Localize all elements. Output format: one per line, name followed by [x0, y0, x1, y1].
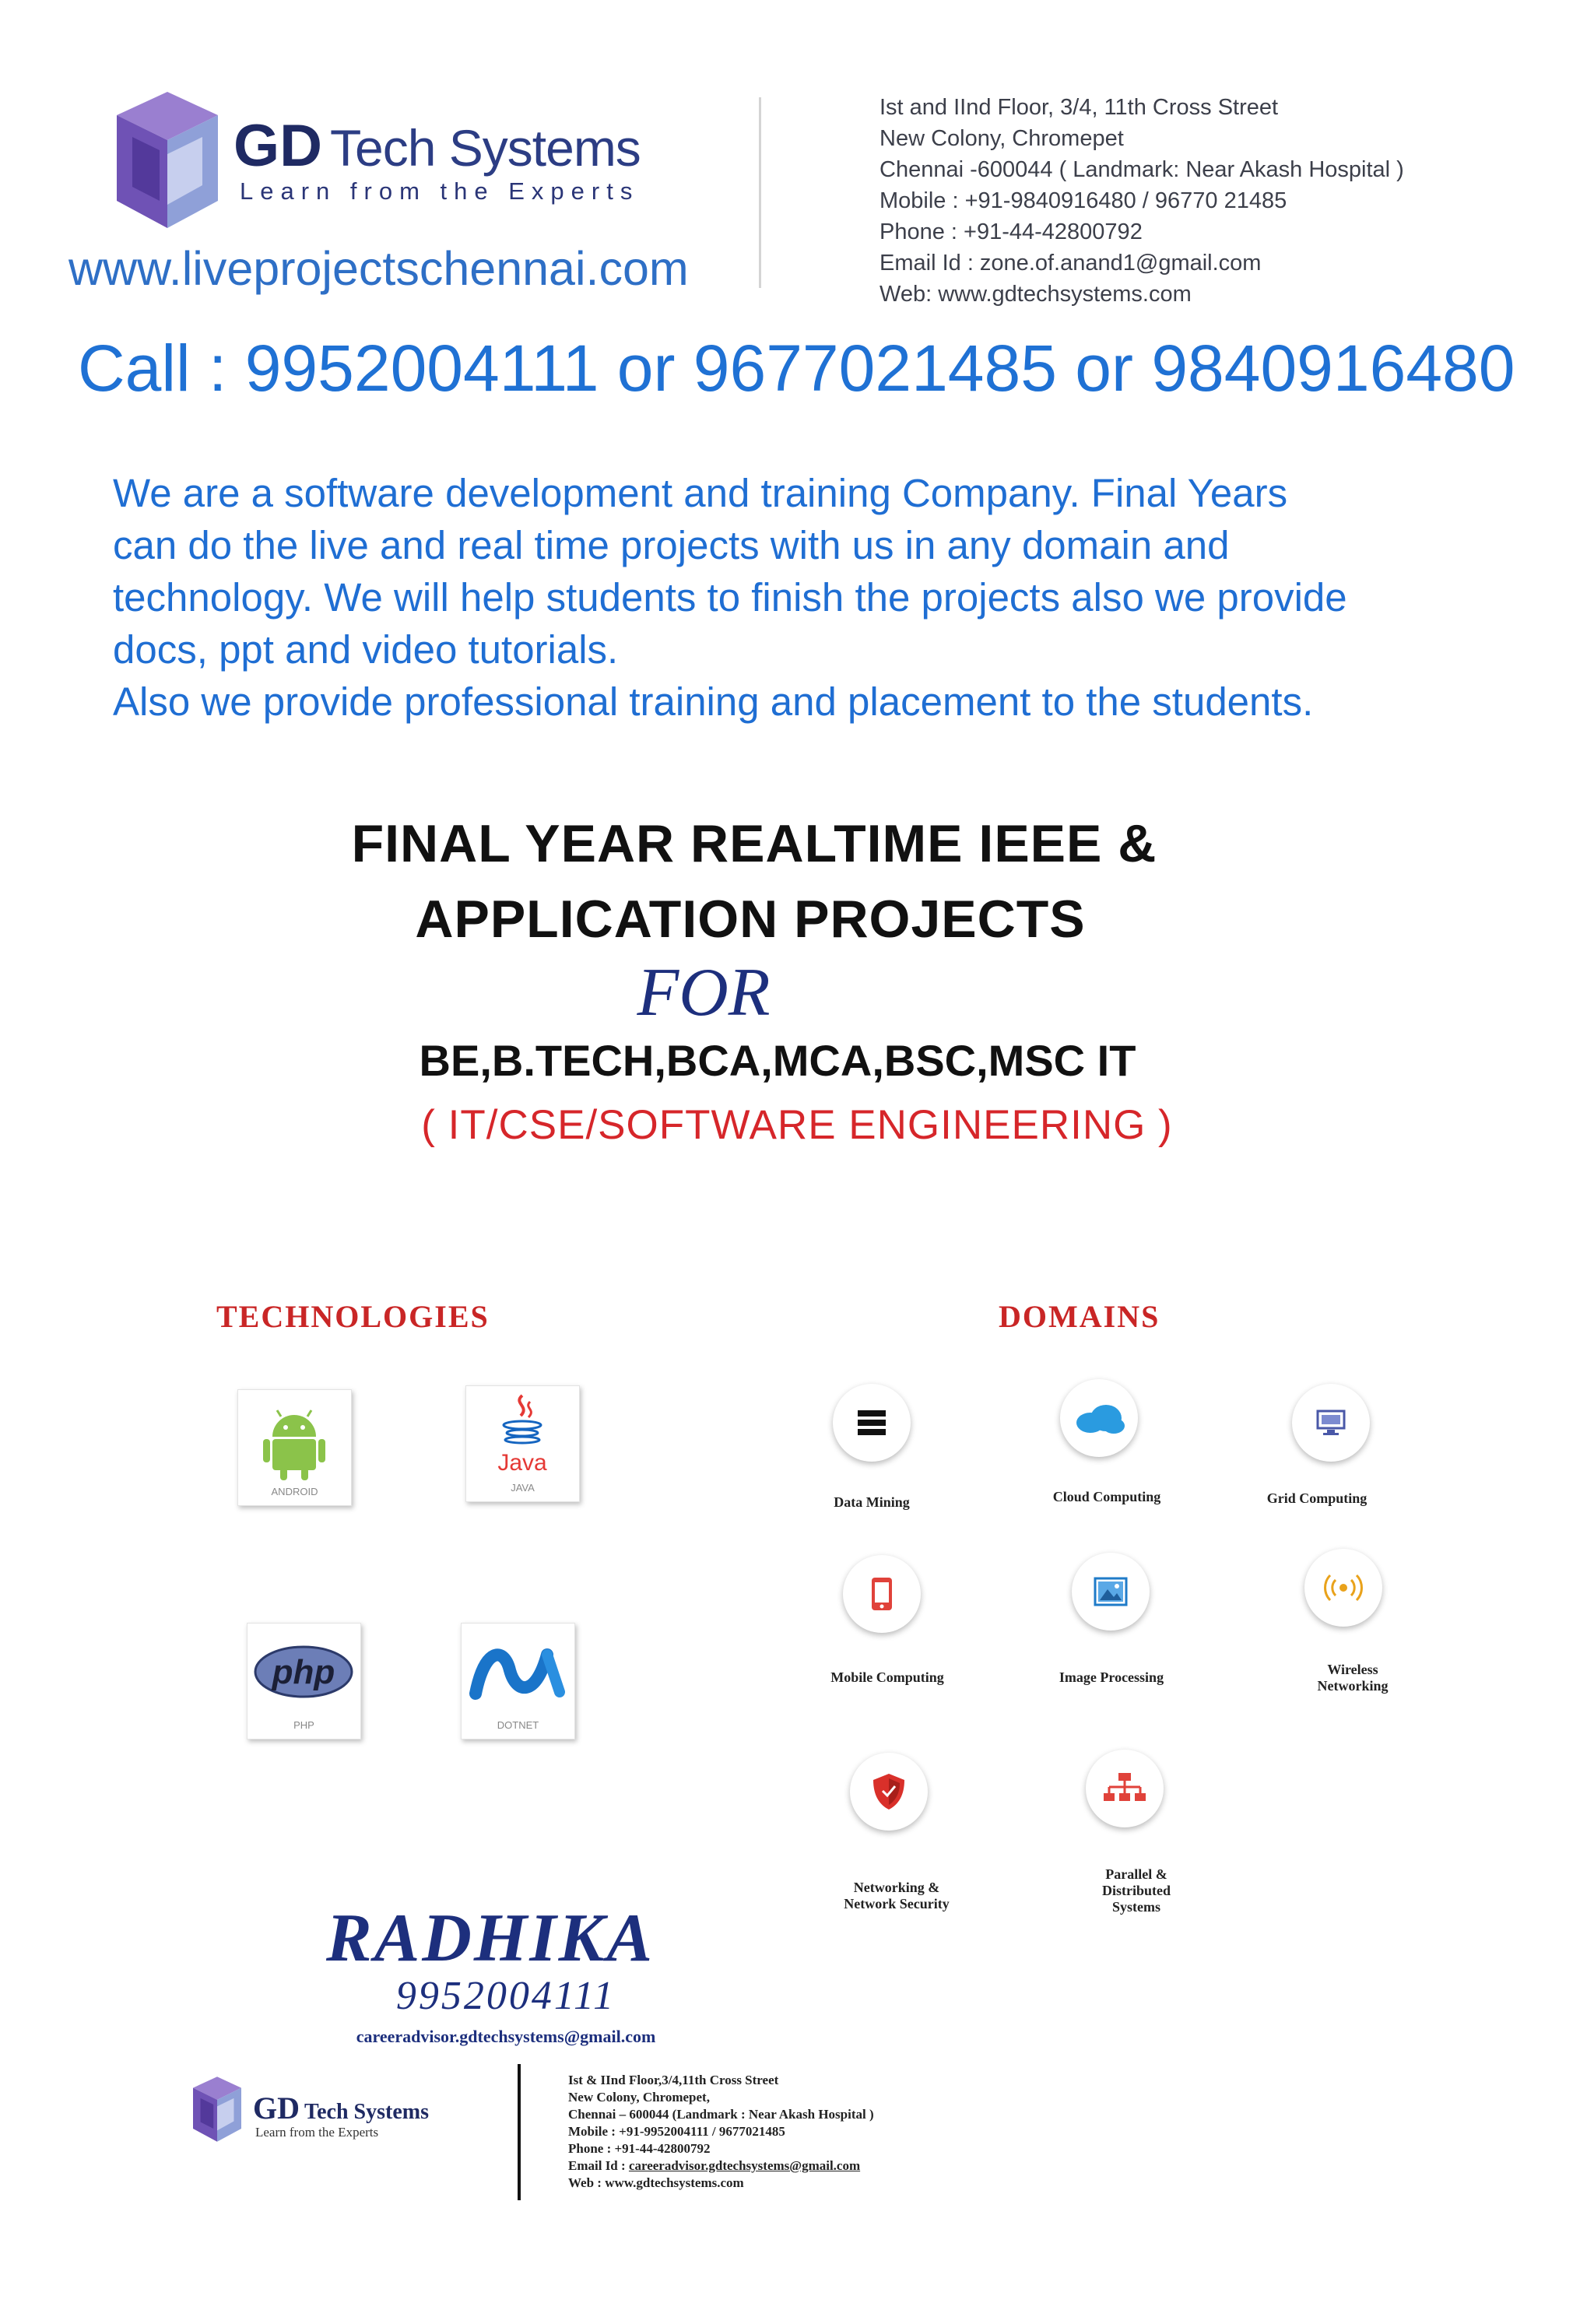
footer-divider	[518, 2064, 521, 2200]
domain-label-line: Parallel &	[1105, 1866, 1167, 1882]
title-line-2: APPLICATION PROJECTS	[415, 890, 1086, 949]
domain-label-line: Distributed	[1101, 1883, 1171, 1898]
footer-address	[568, 2072, 874, 2192]
php-icon	[248, 1624, 360, 1717]
mobile-icon	[870, 1576, 894, 1612]
footer-brand-gd: GD	[253, 2091, 300, 2126]
tech-card-android	[237, 1389, 352, 1506]
about-line: technology. We will help students to finish the projects also we provide	[113, 575, 1347, 620]
domain-mobile-computing	[843, 1555, 921, 1633]
address-line: New Colony, Chromepet	[880, 126, 1124, 151]
domain-label-line: Systems	[1112, 1899, 1160, 1915]
tech-caption: DOTNET	[497, 1719, 539, 1731]
domain-parallel-distributed	[1086, 1750, 1164, 1827]
domain-label-multiline	[1051, 1866, 1222, 1915]
header-address	[880, 92, 1404, 310]
domains-heading: DOMAINS	[999, 1299, 1160, 1334]
about-line: Also we provide professional training and placement to the students.	[113, 679, 1314, 724]
database-icon	[855, 1406, 889, 1440]
contact-email[interactable]: careeradvisor.gdtechsystems@gmail.com	[356, 2027, 656, 2046]
footer-tagline: Learn from the Experts	[255, 2125, 379, 2140]
footer-address-line: Phone : +91-44-42800792	[568, 2141, 711, 2156]
domain-label-line: Networking	[1317, 1678, 1389, 1694]
address-phone: Phone : +91-44-42800792	[880, 219, 1143, 244]
domain-grid-computing	[1292, 1384, 1370, 1462]
call-numbers: Call : 9952004111 or 9677021485 or 9840916480	[78, 332, 1515, 405]
about-paragraph	[113, 467, 1529, 728]
footer-address-line: Ist & IInd Floor,3/4,11th Cross Street	[568, 2073, 779, 2087]
technologies-heading: TECHNOLOGIES	[216, 1299, 490, 1334]
domain-label: Data Mining	[834, 1494, 910, 1510]
about-line: docs, ppt and video tutorials.	[113, 627, 619, 672]
cloud-icon	[1072, 1399, 1126, 1437]
java-logo-text: Java	[497, 1450, 547, 1476]
shield-icon	[872, 1772, 906, 1811]
domain-data-mining	[833, 1384, 911, 1462]
domain-network-security	[850, 1753, 928, 1831]
gd-logo-cube-icon	[117, 92, 218, 228]
address-email: Email Id : zone.of.anand1@gmail.com	[880, 251, 1262, 276]
brand-gd: GD	[233, 113, 322, 179]
title-for: FOR	[637, 955, 771, 1030]
domain-label-multiline	[1267, 1662, 1438, 1694]
domain-label: Cloud Computing	[1052, 1489, 1161, 1504]
domain-label-line: Networking &	[853, 1880, 940, 1895]
footer-brand-tech: Tech Systems	[304, 2100, 429, 2124]
footer-address-line: New Colony, Chromepet,	[568, 2090, 710, 2105]
tech-caption: ANDROID	[271, 1486, 318, 1497]
domain-label-line: Wireless	[1327, 1662, 1378, 1677]
footer-address-line: Chennai – 600044 (Landmark : Near Akash Hospital )	[568, 2107, 874, 2122]
domain-wireless-networking	[1304, 1549, 1382, 1627]
contact-name: RADHIKA	[325, 1901, 655, 1976]
footer-logo-cube-icon	[193, 2077, 241, 2142]
domain-cloud-computing	[1060, 1379, 1138, 1457]
footer-email[interactable]: careeradvisor.gdtechsystems@gmail.com	[628, 2158, 861, 2173]
java-icon	[466, 1386, 579, 1483]
tech-caption: PHP	[293, 1719, 314, 1731]
tech-card-php	[247, 1623, 361, 1739]
tech-card-java	[465, 1385, 580, 1502]
footer-email-label: Email Id :	[568, 2158, 629, 2173]
footer-email-line	[568, 2157, 874, 2175]
wifi-icon	[1322, 1571, 1365, 1605]
footer-address-line: Mobile : +91-9952004111 / 9677021485	[568, 2124, 785, 2139]
title-branches: ( IT/CSE/SOFTWARE ENGINEERING )	[421, 1102, 1173, 1148]
domain-label: Mobile Computing	[830, 1669, 944, 1685]
title-line-1: FINAL YEAR REALTIME IEEE &	[351, 814, 1157, 873]
network-tree-icon	[1103, 1771, 1146, 1806]
brand-tagline: Learn from the Experts	[240, 177, 640, 205]
website-link[interactable]: www.liveprojectschennai.com	[68, 242, 689, 295]
tech-caption: JAVA	[511, 1482, 535, 1494]
footer-web[interactable]: Web : www.gdtechsystems.com	[568, 2175, 744, 2190]
address-line: Chennai -600044 ( Landmark: Near Akash Hospital )	[880, 157, 1404, 182]
domain-label: Grid Computing	[1266, 1490, 1368, 1506]
php-logo-text: php	[272, 1653, 335, 1691]
address-web: Web: www.gdtechsystems.com	[880, 282, 1192, 307]
address-mobile: Mobile : +91-9840916480 / 96770 21485	[880, 188, 1287, 213]
title-degrees: BE,B.TECH,BCA,MCA,BSC,MSC IT	[419, 1036, 1136, 1085]
monitor-icon	[1315, 1409, 1346, 1437]
footer-brand	[253, 2090, 429, 2126]
dotnet-icon	[462, 1624, 574, 1717]
domain-label-line: Network Security	[844, 1896, 950, 1912]
tech-card-dotnet	[461, 1623, 575, 1739]
address-line: Ist and IInd Floor, 3/4, 11th Cross Street	[880, 95, 1279, 120]
header-divider	[759, 97, 761, 288]
contact-phone: 9952004111	[395, 1974, 616, 2018]
android-icon	[238, 1390, 351, 1483]
brand-tech-systems: Tech Systems	[330, 119, 641, 177]
brand-name	[233, 113, 641, 179]
about-line: can do the live and real time projects with us in any domain and	[113, 523, 1230, 567]
about-line: We are a software development and training Company. Final Years	[113, 471, 1288, 515]
domain-image-processing	[1072, 1553, 1150, 1631]
domain-label: Image Processing	[1059, 1669, 1164, 1685]
image-icon	[1094, 1577, 1128, 1606]
